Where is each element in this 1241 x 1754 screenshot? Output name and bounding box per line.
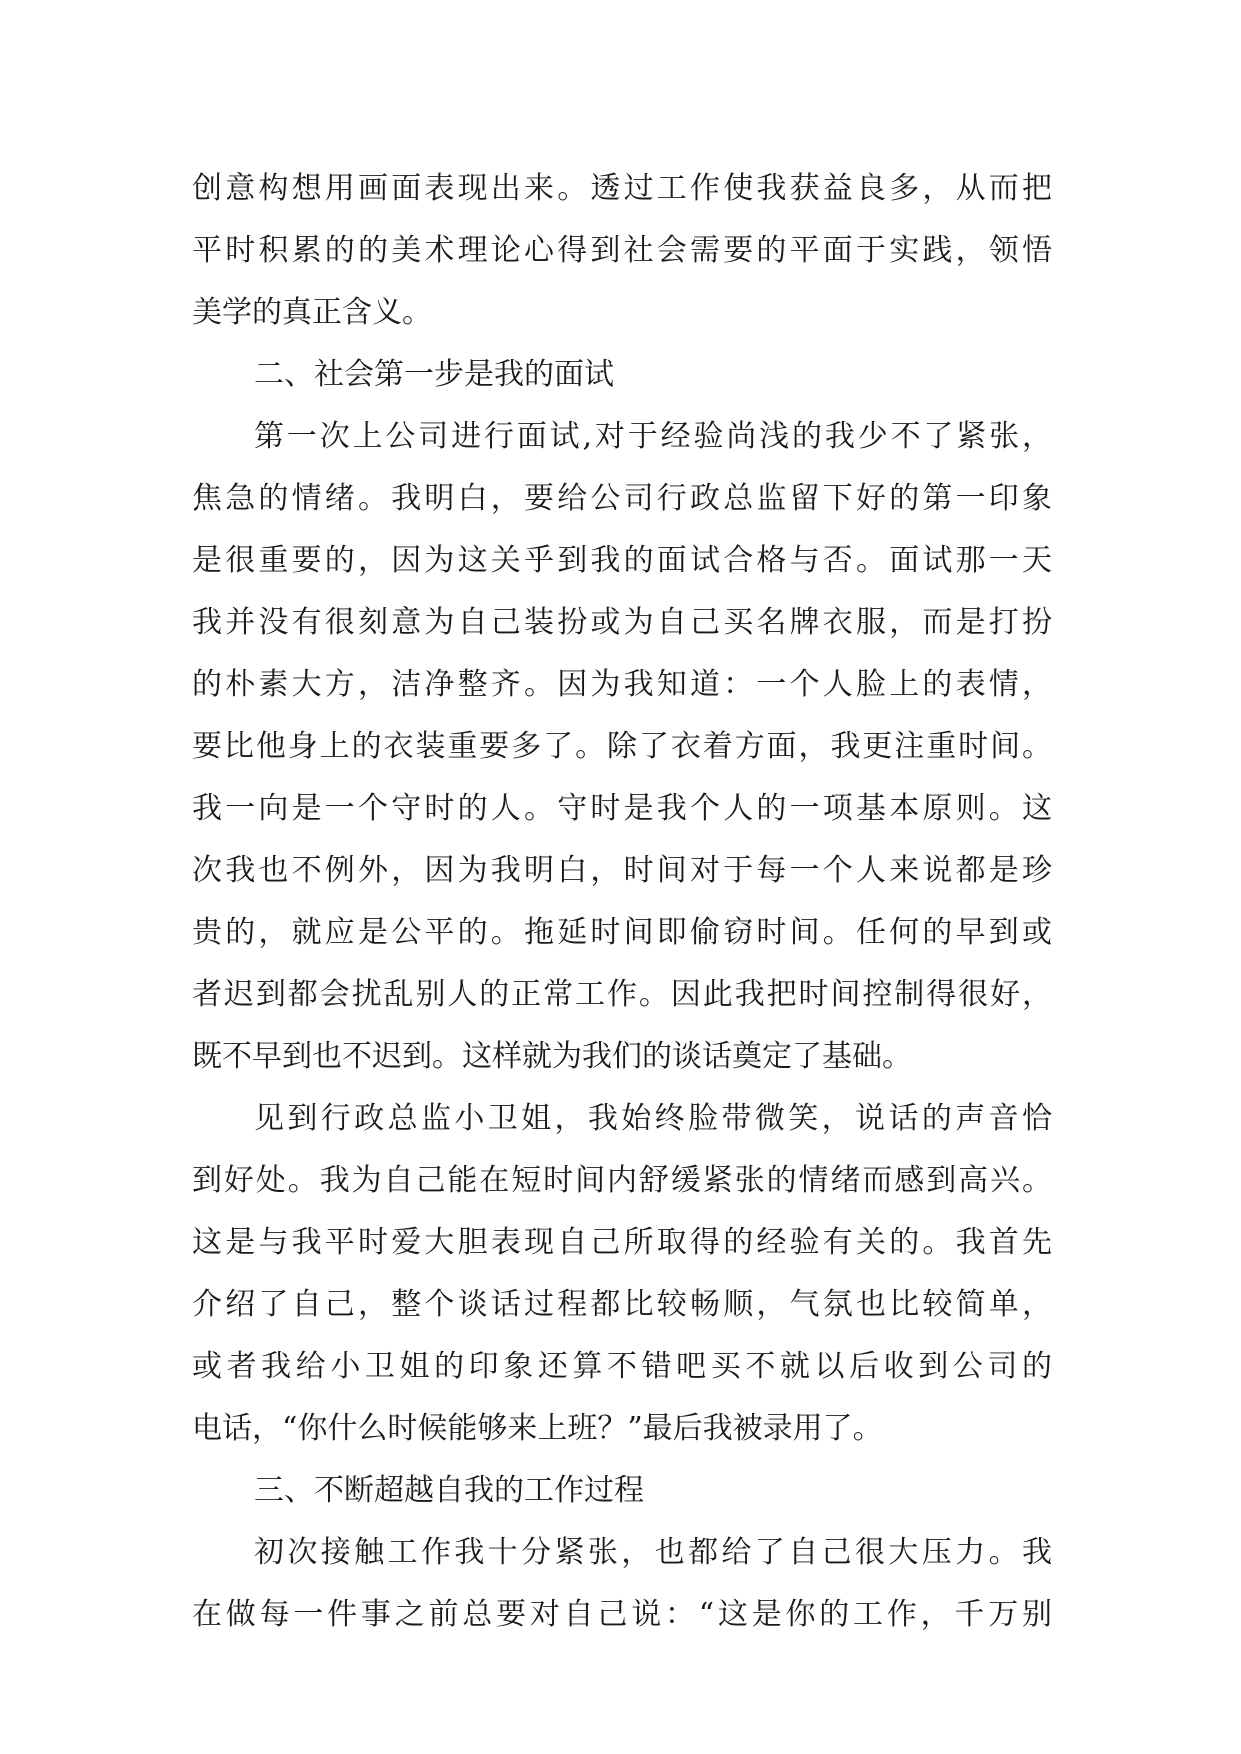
body-text xyxy=(192,158,1052,1646)
text-line: 介绍了自己，整个谈话过程都比较畅顺，气氛也比较简单， xyxy=(192,1287,1052,1322)
text-line: 焦急的情绪。我明白，要给公司行政总监留下好的第一印象 xyxy=(192,481,1052,516)
text-line: 平时积累的的美术理论心得到社会需要的平面于实践，领悟 xyxy=(192,233,1052,268)
text-line: 初次接触工作我十分紧张，也都给了自己很大压力。我 xyxy=(254,1535,1052,1570)
text-line: 这是与我平时爱大胆表现自己所取得的经验有关的。我首先 xyxy=(192,1225,1052,1260)
text-line: 要比他身上的衣装重要多了。除了衣着方面，我更注重时间。 xyxy=(192,729,1052,764)
text-line: 第一次上公司进行面试,对于经验尚浅的我少不了紧张， xyxy=(254,419,1052,454)
text-line: 我并没有很刻意为自己装扮或为自己买名牌衣服，而是打扮 xyxy=(192,605,1052,640)
text-line: 既不早到也不迟到。这样就为我们的谈话奠定了基础。 xyxy=(192,1039,912,1074)
text-line: 在做每一件事之前总要对自己说：“这是你的工作，千万别 xyxy=(192,1597,1052,1632)
text-line: 美学的真正含义。 xyxy=(192,295,432,330)
text-line: 到好处。我为自己能在短时间内舒缓紧张的情绪而感到高兴。 xyxy=(192,1163,1052,1198)
text-line: 见到行政总监小卫姐，我始终脸带微笑，说话的声音恰 xyxy=(254,1101,1052,1136)
text-line: 我一向是一个守时的人。守时是我个人的一项基本原则。这 xyxy=(192,791,1052,826)
text-line: 电话，“你什么时候能够来上班？”最后我被录用了。 xyxy=(192,1411,883,1446)
text-line: 贵的，就应是公平的。拖延时间即偷窃时间。任何的早到或 xyxy=(192,915,1052,950)
text-line: 二、社会第一步是我的面试 xyxy=(254,357,614,392)
text-line: 者迟到都会扰乱别人的正常工作。因此我把时间控制得很好， xyxy=(192,977,1052,1012)
text-line: 的朴素大方，洁净整齐。因为我知道：一个人脸上的表情， xyxy=(192,667,1052,702)
text-line: 或者我给小卫姐的印象还算不错吧买不就以后收到公司的 xyxy=(192,1349,1052,1384)
text-line: 次我也不例外，因为我明白，时间对于每一个人来说都是珍 xyxy=(192,853,1052,888)
text-line: 三、不断超越自我的工作过程 xyxy=(254,1473,644,1508)
text-line: 创意构想用画面表现出来。透过工作使我获益良多，从而把 xyxy=(192,171,1052,206)
text-line: 是很重要的，因为这关乎到我的面试合格与否。面试那一天 xyxy=(192,543,1052,578)
